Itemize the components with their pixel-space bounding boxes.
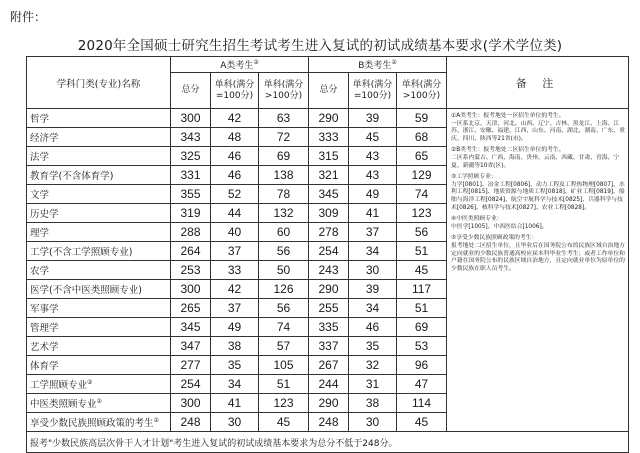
score-cell-a-total: 319 xyxy=(171,204,211,223)
score-cell-a-total: 265 xyxy=(171,299,211,318)
score-cell-a-sgt: 45 xyxy=(259,413,309,432)
score-cell-b-s100: 32 xyxy=(349,356,397,375)
score-cell-a-sgt: 126 xyxy=(259,280,309,299)
score-cell-a-sgt: 60 xyxy=(259,223,309,242)
remarks-notes xyxy=(447,109,629,432)
score-cell-a-total: 300 xyxy=(171,109,211,128)
score-cell-a-sgt: 138 xyxy=(259,166,309,185)
score-cell-a-s100: 34 xyxy=(211,375,259,394)
score-cell-b-total: 315 xyxy=(309,147,349,166)
score-cell-a-total: 300 xyxy=(171,394,211,413)
score-cell-b-s100: 34 xyxy=(349,299,397,318)
score-cell-a-total: 355 xyxy=(171,185,211,204)
footer-note: 报考"少数民族高层次骨干人才计划"考生进入复试的初试成绩基本要求为总分不低于248分。 xyxy=(27,432,629,453)
score-cell-b-s100: 49 xyxy=(349,185,397,204)
score-cell-a-total: 343 xyxy=(171,128,211,147)
subject-cell: 医学(不含中医类照顾专业) xyxy=(27,280,171,299)
score-cell-a-sgt: 57 xyxy=(259,337,309,356)
score-cell-b-sgt: 51 xyxy=(397,299,447,318)
score-cell-b-total: 335 xyxy=(309,318,349,337)
score-cell-a-total: 254 xyxy=(171,375,211,394)
subject-cell: 工学(不含工学照顾专业) xyxy=(27,242,171,261)
subject-cell: 中医类照顾专业② xyxy=(27,394,171,413)
score-cell-a-s100: 37 xyxy=(211,299,259,318)
score-cell-a-s100: 42 xyxy=(211,280,259,299)
score-cell-b-sgt: 65 xyxy=(397,147,447,166)
note-item: ④中医类照顾专业： 中医学[1005]、中西医结合[1006]。 xyxy=(451,216,548,230)
score-cell-b-s100: 38 xyxy=(349,394,397,413)
note-item: ②B类考生：报考地处二区招生单位的考生。 二区系内蒙古、广西、海南、贵州、云南、西藏、甘肃、青海、宁夏、新疆等10省(区)。 xyxy=(451,147,620,169)
score-cell-b-sgt: 74 xyxy=(397,185,447,204)
subject-cell: 农学 xyxy=(27,261,171,280)
score-cell-b-total: 290 xyxy=(309,394,349,413)
score-cell-b-total: 290 xyxy=(309,280,349,299)
score-cell-b-total: 255 xyxy=(309,299,349,318)
score-cell-a-s100: 44 xyxy=(211,204,259,223)
score-cell-a-total: 288 xyxy=(171,223,211,242)
score-cell-a-s100: 40 xyxy=(211,223,259,242)
score-cell-a-s100: 41 xyxy=(211,394,259,413)
note-item: ⑤享受少数民族照顾政策的考生： 报考地处二区招生单位，且毕业后在国务院公布的民族区域自治地方定向就业的少数民族普通高校应届本科毕业生考生；或者工作单位和户籍在国务院公布的民族区域自治地方，且定向就业单位为原单位的少数民族在职人员考生。 xyxy=(451,235,625,272)
b-group-header: B类考生② xyxy=(309,57,447,73)
score-cell-a-total: 300 xyxy=(171,280,211,299)
score-cell-b-sgt: 56 xyxy=(397,223,447,242)
attachment-label: 附件： xyxy=(10,10,47,24)
score-cell-b-total: 244 xyxy=(309,375,349,394)
score-cell-a-sgt: 72 xyxy=(259,128,309,147)
score-cell-a-total: 277 xyxy=(171,356,211,375)
subject-cell: 哲学 xyxy=(27,109,171,128)
subject-cell: 法学 xyxy=(27,147,171,166)
score-cell-a-sgt: 105 xyxy=(259,356,309,375)
score-cell-a-s100: 46 xyxy=(211,166,259,185)
score-cell-b-sgt: 123 xyxy=(397,204,447,223)
score-cell-a-total: 347 xyxy=(171,337,211,356)
score-cell-b-sgt: 51 xyxy=(397,242,447,261)
score-cell-b-s100: 39 xyxy=(349,109,397,128)
score-cell-b-sgt: 59 xyxy=(397,109,447,128)
score-cell-a-total: 331 xyxy=(171,166,211,185)
score-cell-a-sgt: 69 xyxy=(259,147,309,166)
score-cell-b-s100: 31 xyxy=(349,375,397,394)
score-cell-b-sgt: 114 xyxy=(397,394,447,413)
table-row xyxy=(27,109,629,128)
score-cell-b-sgt: 117 xyxy=(397,280,447,299)
a-group-header: A类考生② xyxy=(171,57,309,73)
score-cell-b-sgt: 45 xyxy=(397,261,447,280)
b-total-header: 总分 xyxy=(309,73,349,109)
score-cell-a-sgt: 63 xyxy=(259,109,309,128)
subject-cell: 体育学 xyxy=(27,356,171,375)
score-cell-a-total: 264 xyxy=(171,242,211,261)
score-cell-a-s100: 48 xyxy=(211,128,259,147)
score-cell-a-s100: 46 xyxy=(211,147,259,166)
subject-cell: 享受少数民族照顾政策的考生② xyxy=(27,413,171,432)
score-cell-a-total: 253 xyxy=(171,261,211,280)
score-cell-a-total: 345 xyxy=(171,318,211,337)
score-cell-a-sgt: 56 xyxy=(259,299,309,318)
score-cell-a-sgt: 74 xyxy=(259,318,309,337)
score-cell-b-total: 248 xyxy=(309,413,349,432)
score-cell-b-s100: 34 xyxy=(349,242,397,261)
score-cell-a-sgt: 123 xyxy=(259,394,309,413)
score-cell-b-s100: 35 xyxy=(349,337,397,356)
score-cell-b-total: 243 xyxy=(309,261,349,280)
score-cell-a-s100: 38 xyxy=(211,337,259,356)
score-cell-a-sgt: 51 xyxy=(259,375,309,394)
score-cell-a-total: 248 xyxy=(171,413,211,432)
subject-cell: 军事学 xyxy=(27,299,171,318)
page-title: 2020年全国硕士研究生招生考试考生进入复试的初试成绩基本要求(学术学位类) xyxy=(77,38,563,54)
a-single-gt100-header: 单科(满分>100分) xyxy=(259,73,309,109)
score-cell-a-sgt: 78 xyxy=(259,185,309,204)
a-single-100-header: 单科(满分=100分) xyxy=(211,73,259,109)
subject-cell: 工学照顾专业② xyxy=(27,375,171,394)
score-cell-b-sgt: 129 xyxy=(397,166,447,185)
b-single-gt100-header: 单科(满分>100分) xyxy=(397,73,447,109)
score-cell-b-total: 267 xyxy=(309,356,349,375)
subject-cell: 艺术学 xyxy=(27,337,171,356)
score-cell-b-sgt: 53 xyxy=(397,337,447,356)
b-single-100-header: 单科(满分=100分) xyxy=(349,73,397,109)
score-cell-a-s100: 52 xyxy=(211,185,259,204)
subject-cell: 经济学 xyxy=(27,128,171,147)
subject-column-header: 学科门类(专业)名称 xyxy=(27,57,171,109)
score-cell-b-total: 345 xyxy=(309,185,349,204)
a-total-header: 总分 xyxy=(171,73,211,109)
score-cell-a-sgt: 56 xyxy=(259,242,309,261)
score-cell-a-sgt: 50 xyxy=(259,261,309,280)
score-cell-b-s100: 30 xyxy=(349,413,397,432)
subject-cell: 管理学 xyxy=(27,318,171,337)
score-cell-b-s100: 39 xyxy=(349,280,397,299)
score-cell-a-s100: 30 xyxy=(211,413,259,432)
score-cell-b-sgt: 96 xyxy=(397,356,447,375)
score-cell-b-total: 278 xyxy=(309,223,349,242)
score-cell-b-total: 309 xyxy=(309,204,349,223)
subject-cell: 历史学 xyxy=(27,204,171,223)
score-cell-a-sgt: 132 xyxy=(259,204,309,223)
score-cell-b-s100: 41 xyxy=(349,204,397,223)
score-cell-b-sgt: 68 xyxy=(397,128,447,147)
score-cell-a-s100: 49 xyxy=(211,318,259,337)
score-cell-b-s100: 43 xyxy=(349,147,397,166)
score-cell-b-total: 321 xyxy=(309,166,349,185)
score-cell-b-sgt: 45 xyxy=(397,413,447,432)
score-table xyxy=(26,56,629,453)
subject-cell: 教育学(不含体育学) xyxy=(27,166,171,185)
remarks-header: 备 注 xyxy=(447,57,629,109)
score-cell-b-sgt: 47 xyxy=(397,375,447,394)
score-cell-b-total: 337 xyxy=(309,337,349,356)
score-cell-a-s100: 33 xyxy=(211,261,259,280)
score-cell-a-total: 325 xyxy=(171,147,211,166)
subject-cell: 文学 xyxy=(27,185,171,204)
score-cell-b-total: 333 xyxy=(309,128,349,147)
note-item: ①A类考生：报考地处一区招生单位的考生。 一区系北京、天津、河北、山西、辽宁、吉林、黑龙江、上海、江苏、浙江、安徽、福建、江西、山东、河南、湖北、湖南、广东、重庆、四川、陕西等21省(市)。 xyxy=(451,113,625,142)
score-cell-a-s100: 35 xyxy=(211,356,259,375)
score-cell-b-s100: 45 xyxy=(349,128,397,147)
score-cell-b-s100: 46 xyxy=(349,318,397,337)
score-cell-a-s100: 42 xyxy=(211,109,259,128)
score-cell-a-s100: 37 xyxy=(211,242,259,261)
score-cell-b-total: 254 xyxy=(309,242,349,261)
score-cell-b-total: 290 xyxy=(309,109,349,128)
score-cell-b-s100: 30 xyxy=(349,261,397,280)
score-cell-b-s100: 43 xyxy=(349,166,397,185)
score-cell-b-sgt: 69 xyxy=(397,318,447,337)
note-item: ③工学照顾专业： 力学[0801]、冶金工程[0806]、动力工程及工程热物理[0807]、水利工程[0815]、地质资源与地质工程[0818]、矿业工程[0819]、船舶与海洋工程[0824]、航空宇航科学与技术[0825]、兵器科学与技术[0826]、核科学与技术[0827]、农业工程[0828]。 xyxy=(451,174,625,211)
score-cell-b-s100: 37 xyxy=(349,223,397,242)
subject-cell: 理学 xyxy=(27,223,171,242)
